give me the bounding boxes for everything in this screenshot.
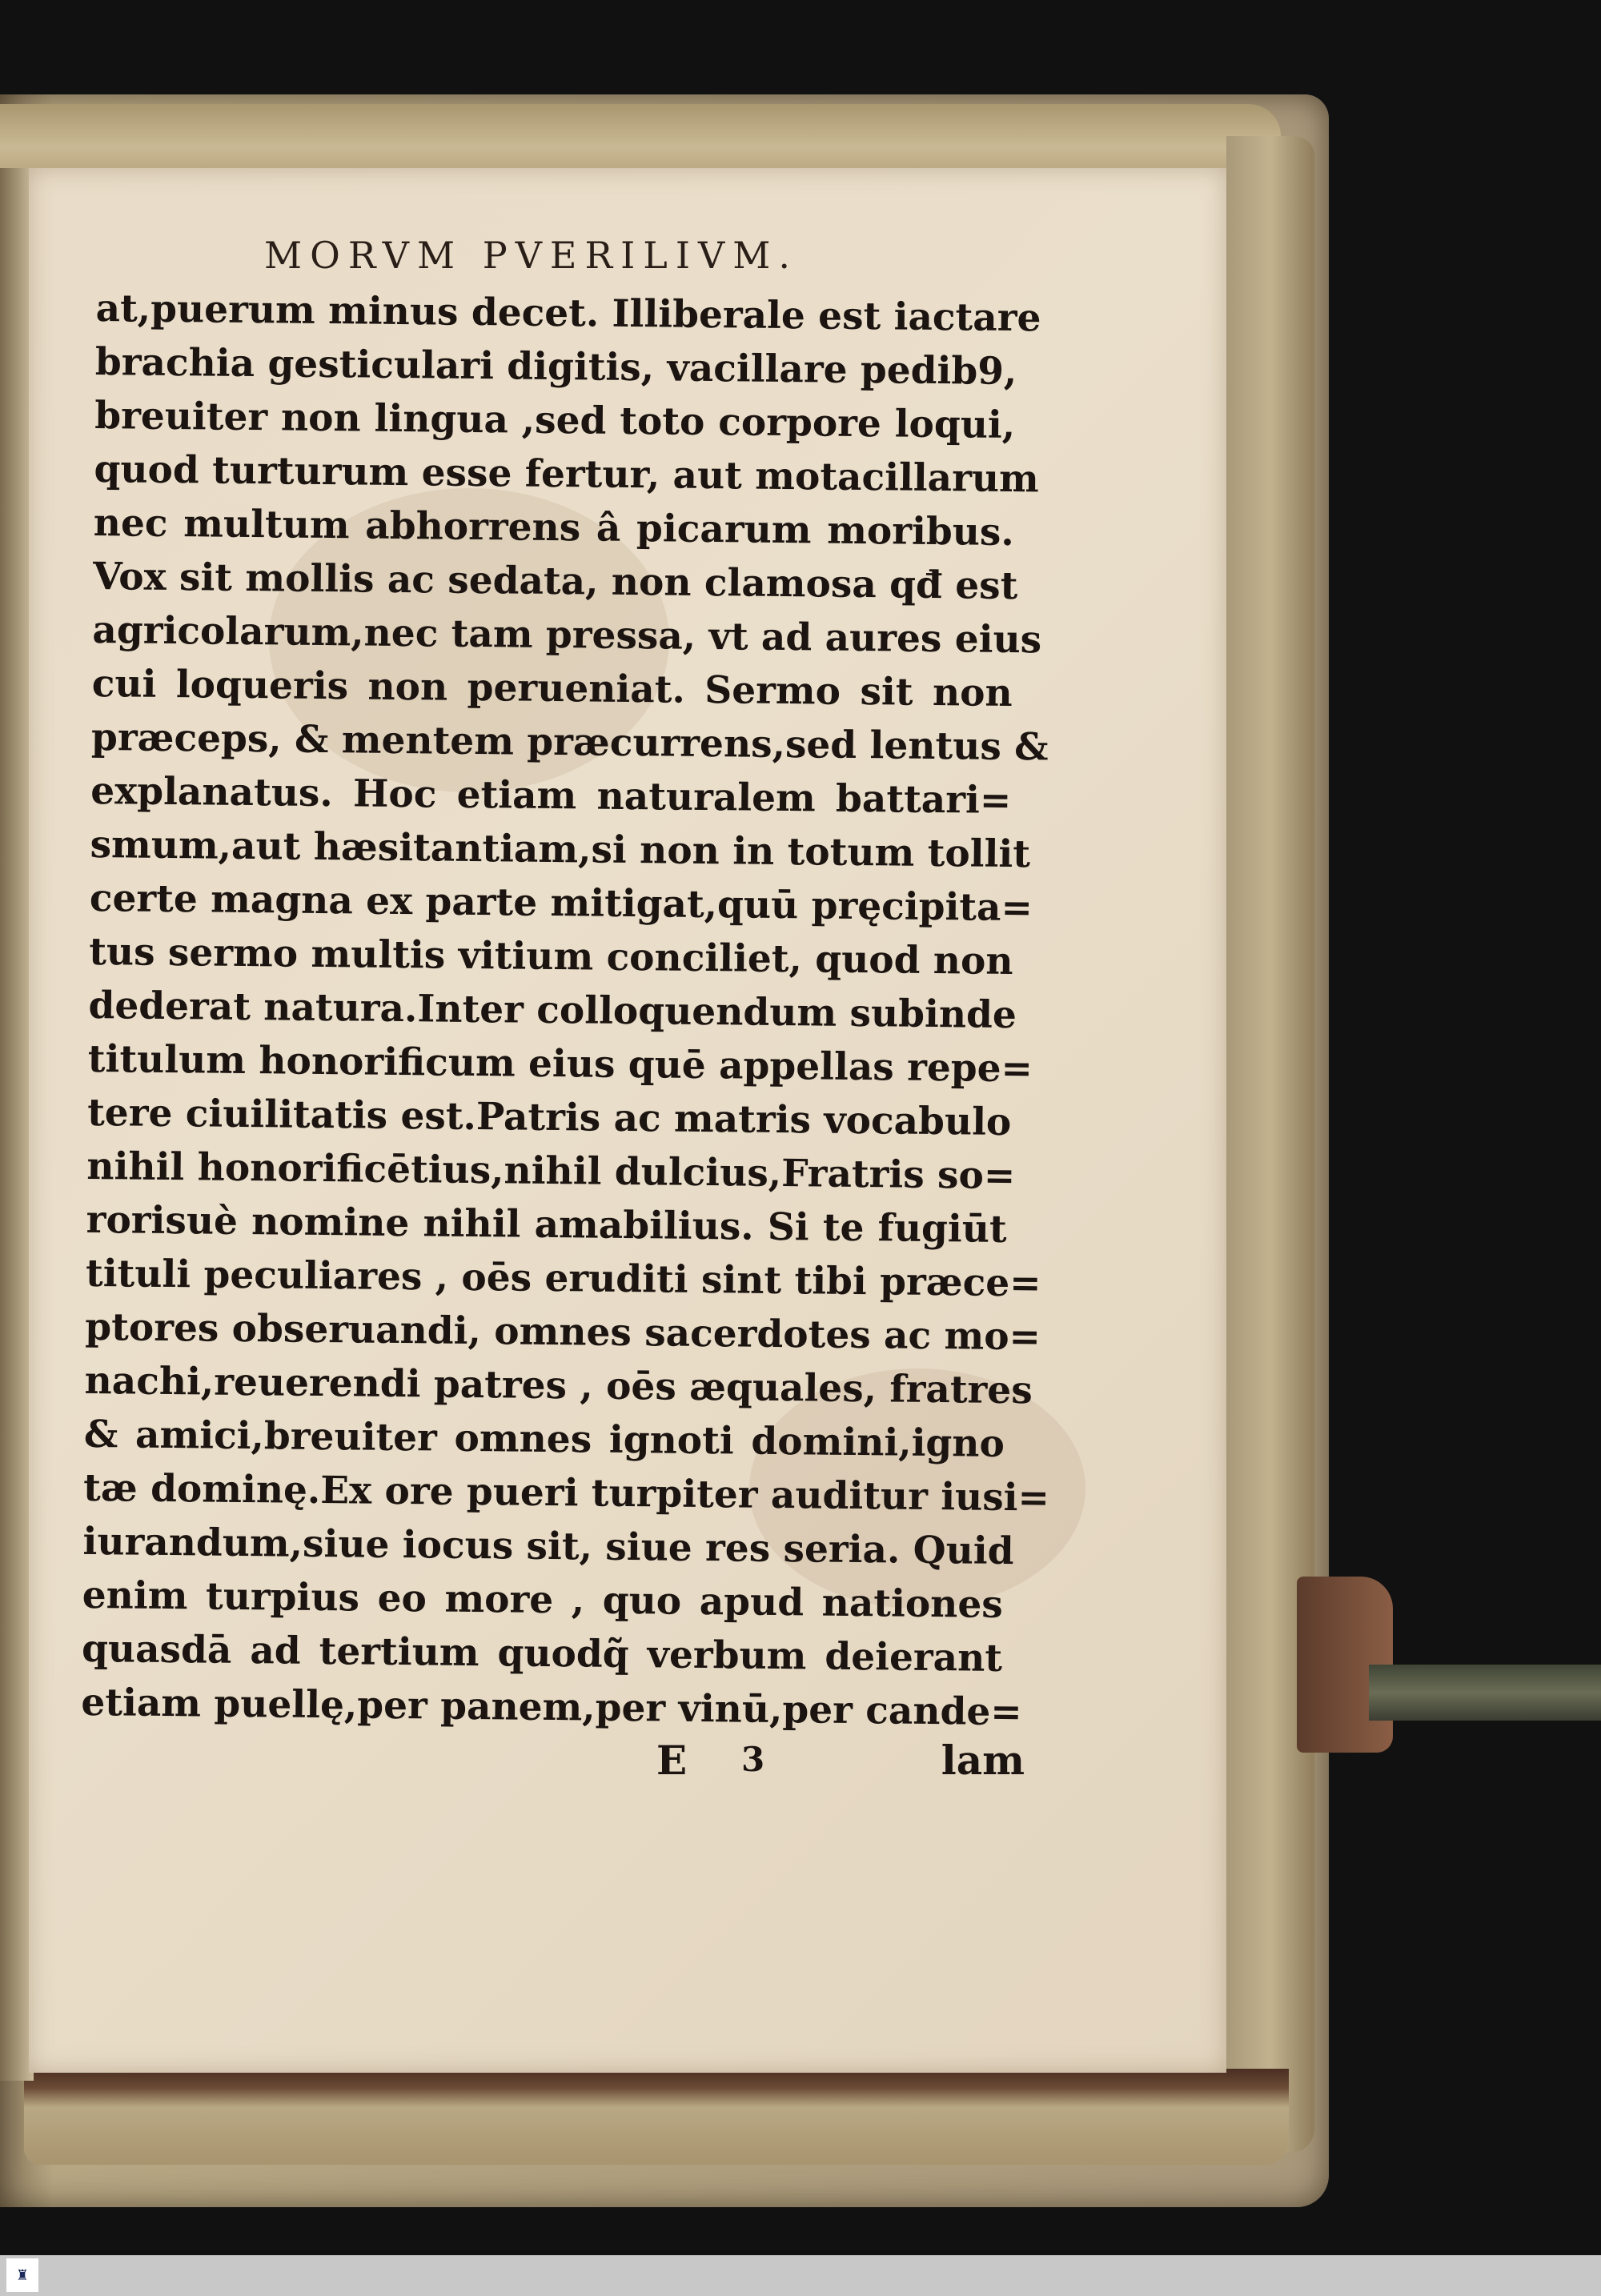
text-line: quasdā ad tertium quodq̃ verbum deierant	[81, 1626, 1003, 1681]
viewer-footer-bar	[0, 2255, 1601, 2296]
text-line: smum,aut hæsitantiam,si non in totum tollit	[90, 822, 1031, 877]
text-line: breuiter non lingua ,sed toto corpore loqui,	[94, 393, 1016, 448]
text-line: dederat natura.Inter colloquendum subinde	[88, 983, 1017, 1038]
cover-top-edge	[0, 104, 1281, 176]
text-line: certe magna ex parte mitigat,quū pręcipita=	[89, 876, 1033, 931]
text-line: tituli peculiares , oēs eruditi sint tibi præce=	[85, 1251, 1041, 1306]
cover-fore-edge	[1226, 136, 1314, 2153]
cover-bottom-edge	[24, 2069, 1289, 2165]
text-line: nachi,reuerendi patres , oēs æquales, fratres	[84, 1358, 1033, 1413]
text-line: brachia gesticulari digitis, vacillare pedib9,	[94, 339, 1017, 395]
body-text	[81, 282, 1050, 1739]
text-line: tere ciuilitatis est.Patris ac matris vocabulo	[86, 1090, 1012, 1145]
text-line: explanatus. Hoc etiam naturalem battari=	[90, 768, 1012, 823]
text-line: ptores obseruandi, omnes sacerdotes ac mo=	[85, 1304, 1041, 1360]
signature-mark: E	[656, 1737, 688, 1784]
text-line: præceps, & mentem præcurrens,sed lentus &	[90, 715, 1049, 770]
text-line: titulum honorificum eius quē appellas repe=	[87, 1036, 1033, 1092]
text-line: Vox sit mollis ac sedata, non clamosa qđ est	[92, 554, 1018, 609]
text-line: iurandum,siue iocus sit, siue res seria. Quid	[82, 1519, 1014, 1574]
text-line: nihil honorificētius,nihil dulcius,Fratris so=	[86, 1144, 1016, 1199]
text-line: & amici,breuiter omnes ignoti domini,igno	[83, 1412, 1005, 1466]
library-logo-icon[interactable]: ♜	[6, 2258, 38, 2292]
text-line: agricolarum,nec tam pressa, vt ad aures eius	[92, 607, 1042, 663]
text-line: tæ dominę.Ex ore pueri turpiter auditur iusi=	[82, 1465, 1050, 1521]
text-line: rorisuè nomine nihil amabilius. Si te fugiūt	[86, 1197, 1007, 1252]
book-clasp	[1297, 1593, 1601, 1721]
text-line: quod turturum esse fertur, aut motacillarum	[94, 447, 1040, 502]
text-line: enim turpius eo more , quo apud nationes	[82, 1573, 1004, 1627]
text-line: tus sermo multis vitium conciliet, quod non	[88, 929, 1013, 984]
clasp-strap	[1369, 1665, 1601, 1721]
catchword: lam	[941, 1737, 1025, 1784]
text-line: etiam puellę,per panem,per vinū,per cande=	[81, 1680, 1022, 1735]
text-line: at,puerum minus decet. Illiberale est iactare	[95, 286, 1041, 341]
page-number: 3	[741, 1740, 765, 1779]
text-line: nec multum abhorrens â picarum moribus.	[93, 500, 1015, 555]
text-line: cui loqueris non perueniat. Sermo sit non	[91, 661, 1013, 716]
running-head: MORVM PVERILIVM.	[264, 234, 798, 277]
